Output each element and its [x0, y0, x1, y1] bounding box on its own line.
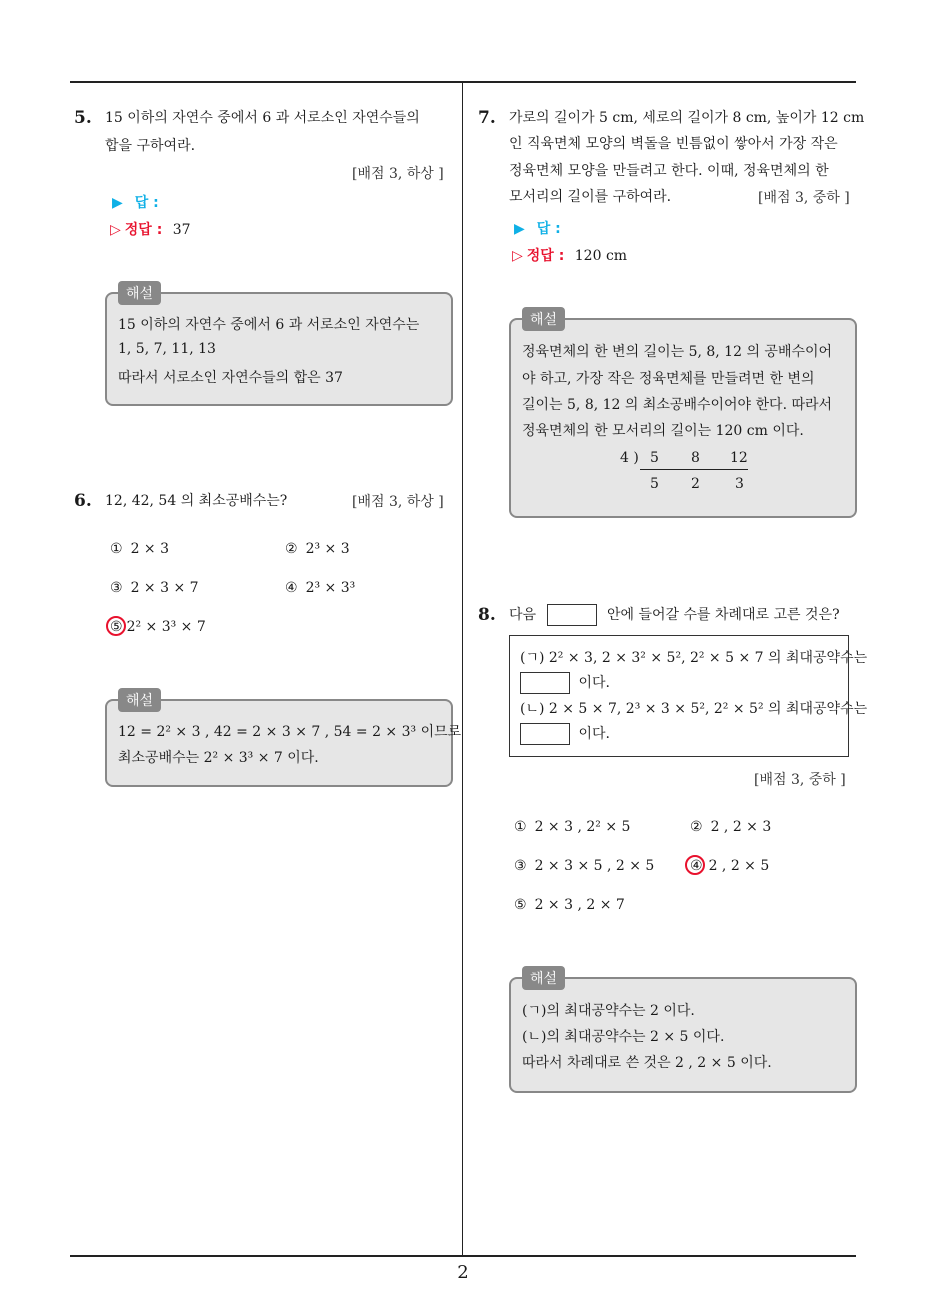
correct-answer-value: 120 cm — [574, 248, 628, 264]
choice-4[interactable]: ④ 2³ × 3³ — [285, 580, 356, 596]
bottom-rule — [70, 1255, 856, 1257]
condition-a-answer: 이다. — [520, 672, 610, 694]
correct-answer: ▷ 정답 : 120 cm — [512, 248, 628, 264]
division-cell: 12 — [730, 450, 748, 466]
column-divider — [462, 83, 463, 1256]
answer-arrow-icon: ▶ — [112, 195, 123, 211]
explanation-line: 최소공배수는 2² × 3³ × 7 이다. — [118, 750, 319, 766]
choice-5[interactable]: ⑤ 2² × 3³ × 7 — [110, 619, 206, 635]
division-cell: 5 — [650, 476, 659, 492]
explanation-line: 길이는 5, 8, 12 의 최소공배수이어야 한다. 따라서 — [522, 397, 833, 413]
explanation-line: 정육면체의 한 변의 길이는 5, 8, 12 의 공배수이어 — [522, 344, 833, 360]
choice-1[interactable]: ① 2 × 3 — [110, 541, 170, 557]
score-label: [배점 3, 하상 ] — [352, 166, 444, 182]
choice-5[interactable]: ⑤ 2 × 3 , 2 × 7 — [514, 897, 625, 913]
question-text-line: 다음 안에 들어갈 수를 차례대로 고른 것은? — [509, 600, 840, 630]
explanation-line: 정육면체의 한 모서리의 길이는 120 cm 이다. — [522, 423, 804, 439]
correct-answer-value: 37 — [172, 222, 191, 238]
score-label: [배점 3, 중하 ] — [754, 772, 846, 788]
question-number: 5. — [74, 108, 92, 128]
choice-1[interactable]: ① 2 × 3 , 2² × 5 — [514, 819, 631, 835]
selected-choice-mark — [685, 855, 705, 875]
question-text-line: 가로의 길이가 5 cm, 세로의 길이가 8 cm, 높이가 12 cm — [509, 110, 865, 126]
score-label: [배점 3, 하상 ] — [352, 494, 444, 510]
question-number: 6. — [74, 491, 92, 511]
answer-label: ▶ 답 : — [112, 195, 159, 211]
explanation-tag: 해설 — [522, 307, 565, 331]
blank-box — [520, 672, 570, 694]
choice-3[interactable]: ③ 2 × 3 × 7 — [110, 580, 199, 596]
divisor: 4 ) — [620, 450, 639, 466]
answer-label: ▶ 답 : — [514, 221, 561, 237]
explanation-line: 12 = 2² × 3 , 42 = 2 × 3 × 7 , 54 = 2 × 3³ 이므로 — [118, 724, 462, 740]
choice-4[interactable]: ④ 2 , 2 × 5 — [690, 858, 770, 874]
question-text-line: 모서리의 길이를 구하여라. — [509, 189, 672, 205]
explanation-line: (ㄴ)의 최대공약수는 2 × 5 이다. — [522, 1029, 725, 1045]
explanation-tag: 해설 — [522, 966, 565, 990]
explanation-line: 따라서 서로소인 자연수들의 합은 37 — [118, 370, 343, 386]
division-bar — [640, 469, 748, 470]
correct-arrow-icon: ▷ — [110, 222, 121, 238]
answer-arrow-icon: ▶ — [514, 221, 525, 237]
choice-3[interactable]: ③ 2 × 3 × 5 , 2 × 5 — [514, 858, 655, 874]
blank-box — [547, 604, 597, 626]
explanation-line: 1, 5, 7, 11, 13 — [118, 341, 216, 357]
choice-2[interactable]: ② 2 , 2 × 3 — [690, 819, 772, 835]
division-cell: 3 — [735, 476, 744, 492]
correct-arrow-icon: ▷ — [512, 248, 523, 264]
page-number: 2 — [457, 1262, 469, 1283]
selected-choice-mark — [106, 616, 126, 636]
question-text-line: 인 직육면체 모양의 벽돌을 빈틈없이 쌓아서 가장 작은 — [509, 136, 838, 152]
question-text-line: 12, 42, 54 의 최소공배수는? — [105, 493, 288, 509]
explanation-tag: 해설 — [118, 281, 161, 305]
explanation-line: 15 이하의 자연수 중에서 6 과 서로소인 자연수는 — [118, 317, 420, 333]
score-label: [배점 3, 중하 ] — [758, 190, 850, 206]
correct-answer: ▷ 정답 : 37 — [110, 222, 191, 238]
question-text-line: 정육면체 모양을 만들려고 한다. 이때, 정육면체의 한 — [509, 163, 829, 179]
question-text-line: 합을 구하여라. — [105, 138, 196, 154]
condition-b: (ㄴ) 2 × 5 × 7, 2³ × 3 × 5², 2² × 5² 의 최대공약수는 — [520, 701, 868, 717]
top-rule — [70, 81, 856, 83]
question-text-line: 15 이하의 자연수 중에서 6 과 서로소인 자연수들의 — [105, 110, 420, 126]
blank-box — [520, 723, 570, 745]
division-cell: 8 — [691, 450, 700, 466]
division-cell: 2 — [691, 476, 700, 492]
question-number: 8. — [478, 605, 496, 625]
explanation-line: 야 하고, 가장 작은 정육면체를 만들려면 한 변의 — [522, 371, 815, 387]
explanation-line: (ㄱ)의 최대공약수는 2 이다. — [522, 1003, 695, 1019]
division-cell: 5 — [650, 450, 659, 466]
explanation-box — [105, 699, 453, 787]
explanation-line: 따라서 차례대로 쓴 것은 2 , 2 × 5 이다. — [522, 1055, 772, 1071]
condition-a: (ㄱ) 2² × 3, 2 × 3² × 5², 2² × 5 × 7 의 최대공약수는 — [520, 650, 868, 666]
condition-b-answer: 이다. — [520, 723, 610, 745]
explanation-tag: 해설 — [118, 688, 161, 712]
question-number: 7. — [478, 108, 496, 128]
choice-2[interactable]: ② 2³ × 3 — [285, 541, 350, 557]
